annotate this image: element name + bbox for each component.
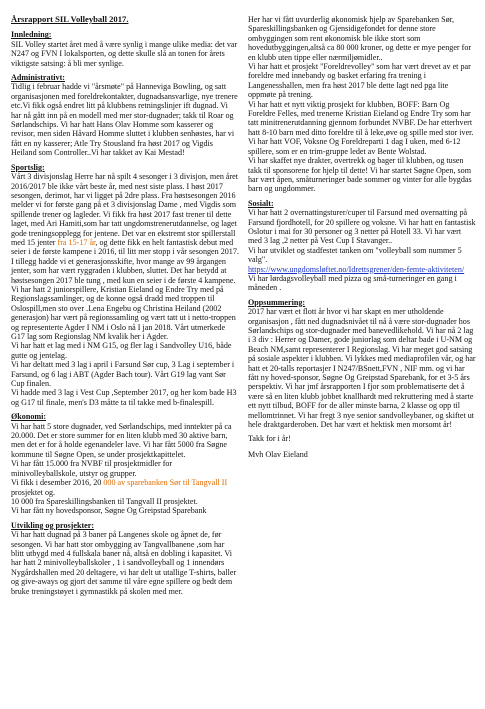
social-text-a: Vi har hatt 2 overnattingsturer/cuper til Farsund med overnatting på Farsund fjordhotell, for 20 spillere og voksne. Vi har hatt en fantastisk Oslotur i mai for 30 personer og 3 netter på Hotell 33. Vi har vært med 3 lag ,2 netter på Vest Cup I Stavanger.. [248, 208, 476, 246]
econ-text-b: Vi har fått 15.000 fra NVBF til prosjektmidler for minivolleyballskole, utstyr og grupper. [11, 459, 173, 478]
right-column [248, 15, 476, 464]
dev-text-e: Vi har hatt VOF, Voksne Og Foreldreparti 1 dag I uken, med 6-12 spillere, som er en trim-gruppe ledet av Bente Wolstad. [248, 137, 461, 156]
econ-text-e: Vi har fått ny hovedsponsor, Søgne Og Greipstad Sparebank [11, 506, 207, 516]
closing-signature: Mvh Olav Eieland [248, 449, 308, 459]
social-heading: Sosialt: [248, 198, 274, 208]
sport-highlight: fra 15-17 år [57, 237, 96, 247]
dev-heading: Utvikling og prosjekter: [11, 520, 95, 530]
section-dev-cont [248, 15, 476, 194]
section-sport [11, 163, 239, 408]
dev-text-a: Vi har hatt dugnad på 3 baner på Langenes skole og åpnet de, før sesongen. Vi har hatt stor ombygging av Tangvallbanene ,som har blitt utbygd med 4 fullskala baner nå, altså en dobling i kapasitet. Vi har hatt 2 minivolleyballskoler , 1 i sandvolleyball og 1 innendørs Nygårdshallen med 20 deltagere, vi har delt ut utallige T-shirts, baller og give-aways og gjort det samme til våre egne spillere og bedt dem bruke treningstøyet i gymnastikk på skolen med mer. [11, 530, 237, 596]
section-social [248, 199, 476, 293]
section-dev-start [11, 521, 239, 596]
intro-heading: Innledning: [11, 30, 52, 40]
admin-heading: Administrativt: [11, 73, 65, 83]
summary-heading: Oppsummering: [248, 297, 306, 307]
social-text-b: Vi har utviklet og stadfestet tanken om "volleyball som nummer 5 valg". [248, 245, 462, 265]
econ-text-d: 10 000 fra Spareskillingsbanken til Tangvall II prosjektet. [11, 496, 198, 506]
sport-paragraph-1 [11, 172, 239, 341]
econ-highlight: 000 av sparebanken Sør til Tangvall II [103, 478, 228, 488]
econ-paragraph-c [11, 478, 239, 497]
sport-heading: Sportslig: [11, 162, 45, 172]
social-text-c: Vi har lørdagsvolleyball med pizza og små-turneringer en gang i måneden . [248, 273, 457, 293]
section-econ [11, 412, 239, 515]
sport-text-c: Vi har hatt et lag med i NM G15, og fler lag i Sandvolley U16, både gutte og jentelag. [11, 341, 232, 360]
econ-heading: Økonomi: [11, 412, 47, 422]
intro-text: SIL Volley startet året med å være synlig i mange ulike media: det var N247 og FVN I lokalsporten, og dette skulle slå an tonen for årets viktigste satsing: å bli mer synlige. [11, 39, 238, 68]
dev-text-f: Vi har skaffet nye drakter, overtrekk og bager til klubben, og tusen takk til sponsorene for hjelp til dette! Vi har startet Søgne Open, som har vært åpen, småturneringer bade sommer og vinter for alle bygdas barn og ungdommer. [248, 156, 472, 194]
sport-text-d: Vi har deltatt med 3 lag i april i Farsund Sør cup, 3 Lag i september i Farsund, og 6 lag i ABT (Agder Bach tour). Vårt G19 lag vant Sør Cup finalen. [11, 360, 235, 389]
sport-text-e: Vi hadde med 3 lag i Vest Cup ,September 2017, og her kom bade H3 og G17 til finale, men's D3 måtte ta til takke med b-finalespill. [11, 388, 237, 407]
section-summary [248, 298, 476, 430]
summary-text: 2017 har vært et flott år hvor vi har skapt en mer utholdende organisasjon , fått ned dugnadsnivået til nå å være stor-dugnader hos Sørlandschips og stor-dugnader med banevedlikehold. Vi har nå 2 lag i 3 div : Herrer og Damer, gode juniorlag som deltar bade i U-NM og Beach NM,samt representerer I Regionslag. Vi har meget god satsing på sosiale aspekter i klubben. Vi lykkes med mediaprofilen vår, og har hatt et 20-talls reportasjer I N247/BSnett,FVN , NIF mm. og vi har fått ny hoved-sponsor, Søgne Og Greipstad Sparebank, for et 3-5 års perspektiv. Vi har jmf årsrapporten I fjor som problematiserte det å være så en liten klubb jobbet knallhardt med rekruttering med å starte ett nytt tilbud, BOFF for de aller minste barna, 2 klasse og opp til mellomtrinnet. Vi har fregt 3 nye senior sandvolleybaner, og skiftet ut hele draktgarderoben. Det har vært et hektisk men morsomt år! [248, 307, 476, 430]
admin-text: Tidlig i februar hadde vi "årsmøte" på Hanneviga Bowling, og satt organisasjonen med foreldrekontakter, dugnadsansvarlige, nye trenere etc.Vi fikk også endret litt på klubbens retningslinjer ift dugnad. Vi har nå gått inn på en modell med mer stor-dugnader; takk til Roar og Sørlandschips. Vi har hatt Hans Olav Homme som kasserer og revisor, men siden Håvard Homme sluttet i klubben senhøstes, har vi fått en ny kasserer; Atle Try Stousland fra høst 2017 og Vigdis Heiland som Controller..Vi har takket av Kai Mestad! [11, 82, 238, 158]
social-link[interactable]: https://www.ungdomsløftet.no/Idrettsgrener/den-femte-aktiviteten/ [248, 264, 465, 274]
sport-text-a: Vårt 3 divisjonslag Herre har nå spilt 4 sesonger i 3 divisjon, men året 2016/2017 ble ikke vårt beste år, med nest siste plass. I høst 2017 sesongen, derimot, har vi ligget på 2dre plass. Fra høstsesongen 2016 melder vi for første gang på et 3 divisjonslag Dame , med Vigdis som spillende trener og lagleder. Vi fikk fra høst 2017 fast trener til dette laget, med Ari Hamiti,som har tatt ungdomstrenerutdannelse, og laget gode treningsopplegg for jentene. Det var en ekstremt stor spillerstall med 15 jenter [11, 172, 239, 247]
dev-text-d: Vi har hatt et nytt viktig prosjekt for klubben, BOFF: Barn Og Foreldre Felles, med trenerne Kristian Eieland og Endre Try som har tatt minitrenerutdanning gjennom forbundet NVBF. De har etterhvert hatt 8-10 barn med ditto foreldre til å leke,øve og spille med stor iver. [248, 99, 474, 137]
document-title: Årsrapport SIL Volleyball 2017. [11, 14, 129, 24]
econ-text-c-post: prosjektet og. [11, 487, 56, 497]
dev-text-c: Vi har hatt et prosjekt "Foreldrevolley" som har vært drevet av et par foreldre med innebandy og basket erfaring fra trening i Langenesshallen, men fra høst 2017 ble dette lagt ned pga lite oppmøte på trening. [248, 62, 471, 100]
section-closing [248, 434, 476, 459]
sport-text-b: , og dette fikk en helt fantastisk debut med seier i de første kampene i 2016, til litt mer stopp i vår sesongen 2017. I tillegg hadde vi et generasjonsskifte, hvor mange av 99 årgangen jenter, som har vært ryggraden i klubben, sluttet. Det har betydd at høstsesongen 2017 ble tung , med kun en seier i de første 4 kampene. Vi har hatt 2 juniorspillere, Kristian Eieland og Endre Try med på Regionslagssamlinger, og de konne også dradd med troppen til Oslospill,men sto over .Lena Engebu og Christina Heiland (2002 generasjon) har vært på regionssamling og vært tatt ut i netto-troppen og representerte Agder I NM i Oslo nå I jan 2018. Vårt utmerkede G17 lag som Regionslag NM kvalik her i Agder. [11, 237, 239, 341]
econ-text-c-pre: Vi fikk i desember 2016, 20 [11, 478, 104, 488]
section-intro [11, 30, 239, 68]
left-column [11, 15, 239, 601]
dev-text-b: Her har vi fått uvurderlig økonomisk hjelp av Sparebanken Sør, Spareskillingsbanken og Gjensidigefondet for denne store ombyggingen som rent økonomisk ble ikke stort som hovedutbyggingen,altså ca 80 000 kroner, og dette er mye penger for en klubb uten tippe eller nærmiljømidler.. [248, 15, 472, 62]
econ-text-a: Vi har hatt 5 store dugnader, ved Sørlandschips, med inntekter på ca 20.000. Det er store summer for en liten klubb med 30 aktive barn, men det er for å holde egenandeler lave. Vi har fått 5000 fra Søgne kommune til Søgne Open, se under prosjektkapittelet. [11, 421, 232, 459]
closing-thanks: Takk for i år! [248, 434, 291, 444]
section-admin [11, 73, 239, 158]
